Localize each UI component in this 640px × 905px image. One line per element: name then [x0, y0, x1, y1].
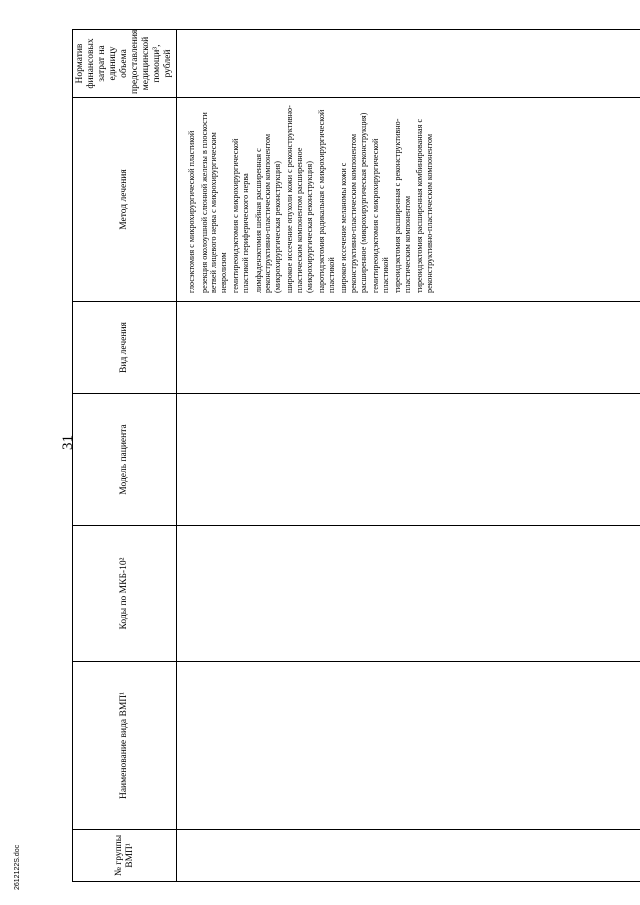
page-number: 31 — [60, 435, 76, 450]
method-item: гемитиреоидэктомия с микрохирургической пластикой — [371, 138, 390, 293]
method-item: резекция околоушной слюнной железы в плоскости ветвей лицевого нерва с микрохирургическим невролизом — [199, 112, 228, 293]
header-patient-model: Модель пациента — [73, 394, 177, 526]
cell-vmp-type — [177, 662, 640, 830]
document-id: 2612122S.doc — [14, 844, 21, 890]
rotated-table-container — [72, 30, 600, 882]
header-group-number: № группы ВМП¹ — [73, 830, 177, 882]
header-treatment-type: Вид лечения — [73, 302, 177, 394]
cell-cost-norm — [177, 30, 640, 98]
method-item: гемитиреоидэктомия с микрохирургической пластикой периферического нерва — [231, 138, 250, 293]
table-header-row — [73, 30, 177, 882]
cell-group-number — [177, 830, 640, 882]
cell-icd-codes — [177, 526, 640, 662]
header-treatment-method: Метод лечения — [73, 98, 177, 302]
method-item: тиреоидэктомия расширенная с реконструктивно-пластическим компонентом — [393, 118, 412, 293]
cell-treatment-methods — [177, 98, 640, 302]
header-icd-codes: Коды по МКБ-10² — [73, 526, 177, 662]
header-vmp-type: Наименование вида ВМП¹ — [73, 662, 177, 830]
header-cost-norm: Норматив финансовых затрат на единицу объема предоставления медицинской помощи³, рублей — [73, 30, 177, 98]
table-row — [177, 30, 640, 882]
method-item: паротидэктомия радикальная с микрохирургической пластикой — [317, 109, 336, 293]
method-item: широкое иссечение опухоли кожи с реконструктивно-пластическим компонентом расширенное (микрохирургическая реконструкция) — [285, 105, 314, 293]
method-item: лимфаденэктомия шейная расширенная с реконструктивно-пластическим компонентом (микрохирургическая реконструкция) — [253, 133, 282, 293]
method-item: широкое иссечение меланомы кожи с реконструктивно-пластическим компонентом расширенное (микрохирургическая реконструкция) — [339, 112, 368, 293]
cell-treatment-type — [177, 302, 640, 394]
method-item: тиреоидэктомия расширенная комбинированная с реконструктивно-пластическим компонентом — [415, 118, 435, 293]
cell-patient-model — [177, 394, 640, 526]
method-item: глосэктомия с микрохирургической пластикой — [187, 130, 196, 293]
vmp-table — [72, 29, 640, 882]
